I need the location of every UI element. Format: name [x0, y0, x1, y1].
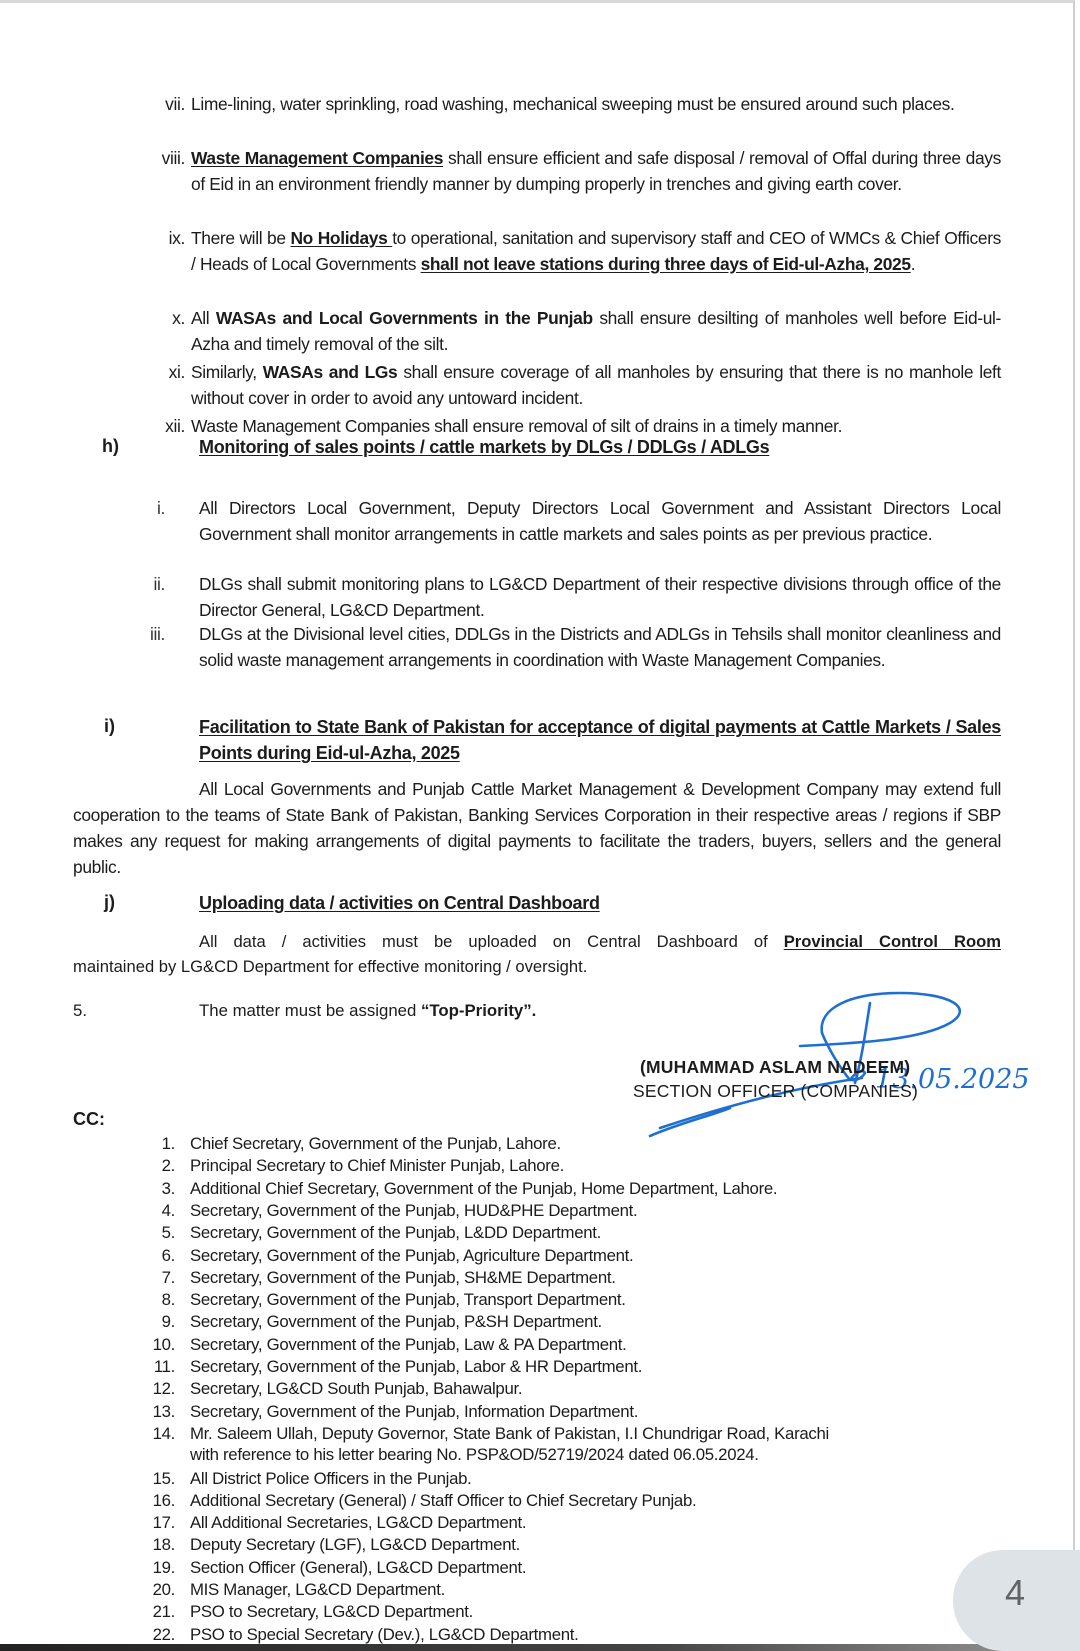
list-item-text: [191, 359, 1001, 411]
list-item-number: xi.: [168, 362, 185, 382]
cc-item-text: Section Officer (General), LG&CD Department.: [190, 1557, 527, 1577]
cc-list-item: [145, 1267, 1005, 1289]
cc-list-item: [145, 1155, 1005, 1177]
emphasis-text: Waste Management Companies: [191, 148, 444, 168]
para-5-pre: The matter must be assigned: [199, 1001, 421, 1020]
cc-list-item: [145, 1222, 1005, 1244]
emphasis-text: shall not leave stations during three days of Eid-ul-Azha, 2025: [420, 254, 911, 274]
cc-item-text: Additional Secretary (General) / Staff Officer to Chief Secretary Punjab.: [190, 1490, 697, 1510]
text-run: Similarly,: [191, 362, 263, 382]
list-item-text: DLGs shall submit monitoring plans to LG&CD Department of their respective divisions through office of the Director General, LG&CD Department.: [199, 574, 1001, 620]
cc-list-item: [145, 1356, 1005, 1378]
section-j-title: Uploading data / activities on Central Dashboard: [199, 893, 600, 913]
cc-item-text: Secretary, Government of the Punjab, L&DD Department.: [190, 1223, 601, 1243]
section-i-letter: i): [104, 716, 115, 736]
emphasis-text: WASAs and LGs: [262, 362, 398, 382]
section-j-body-line2: maintained by LG&CD Department for effective monitoring / oversight.: [73, 957, 588, 976]
cc-list-item: [145, 1490, 1005, 1512]
cc-list-item: [145, 1378, 1005, 1400]
list-item-number: vii.: [165, 94, 185, 114]
cc-item-number: 21.: [152, 1602, 175, 1622]
cc-item-number: 7.: [161, 1267, 175, 1287]
para-5-bold: “Top-Priority”.: [421, 1001, 537, 1020]
text-run: There will be: [191, 228, 291, 248]
section-j-body-bold: Provincial Control Room: [783, 932, 1002, 951]
page-bottom-edge: [0, 1644, 1080, 1651]
list-item-number: iii.: [149, 624, 165, 644]
text-run: Lime-lining, water sprinkling, road washing, mechanical sweeping must be ensured around such places.: [191, 94, 955, 114]
cc-item-text: Secretary, Government of the Punjab, Agriculture Department.: [190, 1245, 634, 1265]
cc-list-item: [145, 1557, 1005, 1579]
cc-list-item: [145, 1245, 1005, 1267]
emphasis-text: WASAs and Local Governments in the Punjab: [215, 308, 593, 328]
cc-item-number: 14.: [152, 1423, 175, 1443]
signature-date: 13.05.2025: [875, 1064, 1030, 1095]
text-run: shall ensure desilting of manholes well before Eid-ul-Azha and timely removal of the silt.: [191, 308, 1001, 354]
cc-label: CC:: [73, 1109, 105, 1129]
cc-list-item: [145, 1624, 1005, 1646]
cc-item-text: All District Police Officers in the Punjab.: [190, 1468, 472, 1488]
cc-item-number: 19.: [152, 1557, 175, 1577]
cc-list-item: [145, 1423, 1005, 1465]
list-item-text: DLGs at the Divisional level cities, DDLGs in the Districts and ADLGs in Tehsils shall monitor cleanliness and solid waste management arrangements in coordination with Waste Management Companies.: [199, 624, 1001, 670]
emphasis-text: No Holidays: [290, 228, 393, 248]
cc-item-text: Chief Secretary, Government of the Punjab, Lahore.: [190, 1134, 561, 1153]
cc-item-text: Secretary, Government of the Punjab, Labor & HR Department.: [190, 1357, 643, 1376]
cc-item-text-continued: with reference to his letter bearing No. PSP&OD/52719/2024 dated 06.05.2024.: [190, 1445, 759, 1465]
list-item-text: [191, 305, 1001, 357]
text-run: Waste Management Companies shall ensure removal of silt of drains in a timely manner.: [191, 416, 843, 436]
list-item-text: [191, 91, 1001, 117]
cc-item-number: 8.: [161, 1290, 175, 1310]
text-run: .: [910, 254, 916, 274]
list-item-number: x.: [172, 308, 185, 328]
text-run: shall ensure coverage of all manholes by ensuring that there is no manhole left without cover in order to avoid any untoward incident.: [191, 362, 1001, 408]
cc-list-item: [145, 1178, 1005, 1200]
list-item-number: ii.: [153, 574, 165, 594]
cc-item-text: Secretary, Government of the Punjab, Law & PA Department.: [190, 1334, 627, 1354]
list-item-number: viii.: [161, 148, 185, 168]
signatory-title: SECTION OFFICER (COMPANIES): [633, 1081, 919, 1101]
list-item-text: All Directors Local Government, Deputy Directors Local Government and Assistant Directors Local Government shall monitor arrangements in cattle markets and sales points as per previous practice.: [199, 498, 1001, 544]
text-run: shall ensure efficient and safe disposal / removal of Offal during three days of Eid in an environment friendly manner by dumping properly in trenches and giving earth cover.: [191, 148, 1001, 194]
section-h-letter: h): [102, 436, 119, 456]
list-item-number: xii.: [165, 416, 185, 436]
cc-item-number: 15.: [152, 1468, 175, 1488]
section-j-letter: j): [104, 892, 115, 912]
cc-item-number: 10.: [152, 1334, 175, 1354]
cc-item-text: MIS Manager, LG&CD Department.: [190, 1580, 445, 1599]
section-i-title: Facilitation to State Bank of Pakistan for acceptance of digital payments at Cattle Markets / Sales Points during Eid-ul-Azha, 2025: [199, 717, 1001, 763]
cc-item-number: 18.: [152, 1535, 175, 1555]
section-h-title: Monitoring of sales points / cattle markets by DLGs / DDLGs / ADLGs: [199, 437, 770, 457]
cc-list-item: [145, 1200, 1005, 1222]
cc-item-text: Mr. Saleem Ullah, Deputy Governor, State Bank of Pakistan, I.I Chundrigar Road, Karachi: [190, 1423, 829, 1443]
cc-list-item: [145, 1289, 1005, 1311]
cc-item-text: All Additional Secretaries, LG&CD Department.: [190, 1513, 527, 1533]
cc-list-item: [145, 1468, 1005, 1490]
cc-item-number: 11.: [153, 1357, 175, 1376]
cc-item-number: 9.: [161, 1312, 175, 1332]
text-run: All: [191, 308, 216, 328]
list-item-text: [191, 145, 1001, 197]
cc-item-number: 1.: [161, 1134, 175, 1153]
list-item-number: i.: [157, 498, 165, 518]
cc-item-number: 2.: [161, 1156, 175, 1176]
cc-item-text: Secretary, Government of the Punjab, P&SH Department.: [190, 1312, 602, 1332]
cc-item-text: Principal Secretary to Chief Minister Punjab, Lahore.: [190, 1156, 564, 1176]
cc-item-number: 16.: [152, 1490, 175, 1510]
cc-item-number: 6.: [161, 1245, 175, 1265]
section-j-body-pre: All data / activities must be uploaded on Central Dashboard of: [199, 932, 784, 951]
cc-item-number: 13.: [152, 1401, 175, 1421]
page-number: 4: [1005, 1572, 1026, 1613]
cc-list-item: [145, 1311, 1005, 1333]
cc-item-text: Secretary, LG&CD South Punjab, Bahawalpur.: [190, 1379, 523, 1399]
para-5-text: [199, 998, 536, 1024]
cc-item-text: Secretary, Government of the Punjab, Transport Department.: [190, 1290, 626, 1310]
cc-item-number: 22.: [152, 1624, 175, 1644]
cc-list-item: [145, 1334, 1005, 1356]
section-j-body-line1: [199, 928, 1001, 955]
list-item-number: ix.: [168, 228, 185, 248]
cc-item-number: 5.: [161, 1223, 175, 1243]
cc-item-number: 17.: [152, 1513, 175, 1533]
section-i-body: All Local Governments and Punjab Cattle Market Management & Development Company may extend full cooperation to the teams of State Bank of Pakistan, Banking Services Corporation in their respective areas / regions if SBP makes any request for making arrangements of digital payments to facilitate the traders, buyers, sellers and the general public.: [73, 779, 1001, 877]
cc-list-item: [145, 1579, 1005, 1601]
cc-list-item: [145, 1401, 1005, 1423]
cc-list-item: [145, 1133, 1005, 1155]
para-5-number: 5.: [73, 1001, 87, 1020]
cc-item-number: 20.: [152, 1580, 175, 1599]
cc-item-number: 12.: [152, 1379, 175, 1399]
cc-item-text: Secretary, Government of the Punjab, SH&ME Department.: [190, 1267, 616, 1287]
cc-item-text: Additional Chief Secretary, Government of the Punjab, Home Department, Lahore.: [190, 1178, 778, 1198]
cc-item-text: PSO to Secretary, LG&CD Department.: [190, 1602, 473, 1622]
cc-item-text: Secretary, Government of the Punjab, HUD&PHE Department.: [190, 1200, 638, 1220]
cc-list-item: [145, 1534, 1005, 1556]
cc-list-item: [145, 1601, 1005, 1623]
page-number-badge[interactable]: [953, 1550, 1080, 1651]
list-item-text: [191, 225, 1001, 277]
cc-list-item: [145, 1512, 1005, 1534]
cc-item-text: Deputy Secretary (LGF), LG&CD Department.: [190, 1535, 520, 1555]
cc-item-text: PSO to Special Secretary (Dev.), LG&CD Department.: [190, 1624, 579, 1644]
signatory-name: (MUHAMMAD ASLAM NADEEM): [640, 1057, 911, 1077]
cc-item-number: 4.: [161, 1200, 175, 1220]
cc-item-text: Secretary, Government of the Punjab, Information Department.: [190, 1401, 639, 1421]
cc-item-number: 3.: [161, 1178, 175, 1198]
text-run: to operational, sanitation and supervisory staff and CEO of WMCs & Chief Officers / Heads of Local Governments: [191, 228, 1001, 274]
